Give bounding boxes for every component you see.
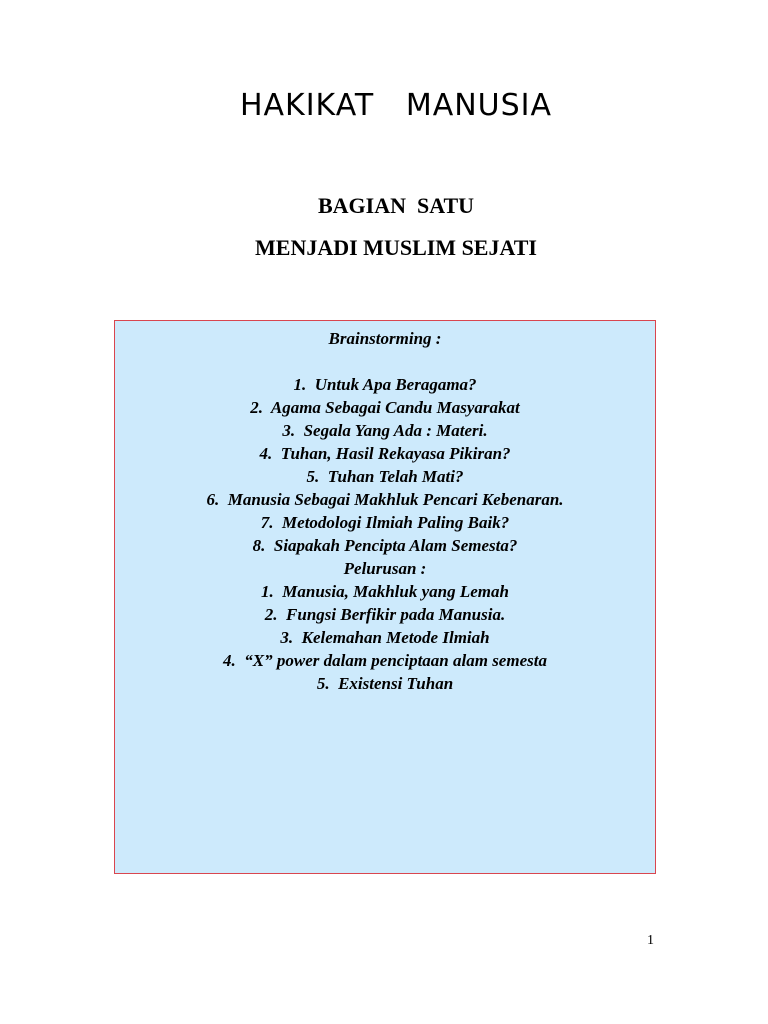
pelurusan-heading: Pelurusan :	[343, 559, 427, 578]
list-item: 3. Segala Yang Ada : Materi.	[282, 421, 488, 440]
brainstorming-heading: Brainstorming :	[328, 329, 442, 348]
document-title: HAKIKAT MANUSIA	[239, 88, 553, 123]
list-item: 3. Kelemahan Metode Ilmiah	[280, 628, 490, 647]
brainstorming-content	[115, 327, 655, 695]
list-item: 5. Existensi Tuhan	[316, 674, 454, 693]
list-item: 5. Tuhan Telah Mati?	[306, 467, 464, 486]
list-item: 7. Metodologi Ilmiah Paling Baik?	[260, 513, 510, 532]
list-item: 4. “X” power dalam penciptaan alam semesta	[223, 651, 547, 670]
chapter-heading: MENJADI MUSLIM SEJATI	[255, 235, 537, 260]
brainstorming-box	[114, 320, 656, 874]
list-item: 6. Manusia Sebagai Makhluk Pencari Kebenaran.	[206, 490, 564, 509]
blank-line	[115, 350, 655, 373]
list-item: 1. Untuk Apa Beragama?	[293, 375, 477, 394]
list-item: 2. Fungsi Berfikir pada Manusia.	[264, 605, 506, 624]
list-item: 1. Manusia, Makhluk yang Lemah	[261, 582, 509, 601]
list-item: 2. Agama Sebagai Candu Masyarakat	[250, 398, 520, 417]
list-item: 4. Tuhan, Hasil Rekayasa Pikiran?	[259, 444, 511, 463]
part-heading: BAGIAN SATU	[317, 193, 475, 218]
list-item: 8. Siapakah Pencipta Alam Semesta?	[252, 536, 518, 555]
page-number: 1	[647, 933, 654, 948]
